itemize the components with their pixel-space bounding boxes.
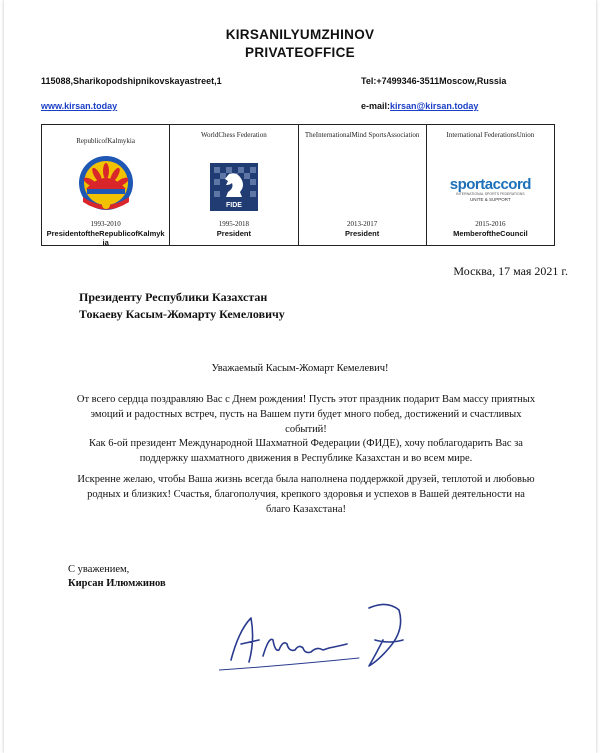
email-link[interactable]: kirsan@kirsan.today bbox=[390, 101, 479, 111]
handwritten-signature bbox=[219, 600, 419, 690]
position-role: President bbox=[216, 229, 251, 238]
position-org: International FederationsUnion bbox=[446, 131, 535, 139]
email-label: e-mail: bbox=[361, 101, 391, 111]
email-line bbox=[361, 101, 478, 111]
letter-paragraph-3: Искренне желаю, чтобы Ваша жизнь всегда была наполнена поддержкой друзей, теплотой и любовью родных и близких! Счастья, благополучия, крепкого здоровья и успехов в Вашей деятельности на благо Казахстана! bbox=[77, 474, 535, 515]
office-phone: Tel:+7499346-3511Moscow,Russia bbox=[361, 76, 507, 86]
signer-name: Кирсан Илюмжинов bbox=[68, 578, 166, 589]
letter-date: Москва, 17 мая 2021 г. bbox=[453, 264, 568, 278]
position-role: MemberoftheCouncil bbox=[453, 229, 528, 238]
position-org: WorldChess Federation bbox=[201, 131, 267, 139]
letter-paragraph-1: От всего сердца поздравляю Вас с Днем рождения! Пусть этот праздник подарит Вам массу приятных эмоций и радостных встреч, пусть на Вашем пути будет много побед, достижений и счастливых событий! bbox=[76, 394, 536, 435]
position-years: 1995-2018 bbox=[218, 220, 250, 228]
addressee-line-2: Токаеву Касым-Жомарту Кемеловичу bbox=[79, 307, 285, 321]
sportaccord-logo-sub: INTERNATIONAL SPORTS FEDERATIONS bbox=[456, 192, 525, 196]
position-org: RepublicofKalmykia bbox=[76, 137, 135, 145]
fide-logo-icon bbox=[210, 163, 258, 211]
position-years: 2013-2017 bbox=[346, 220, 378, 228]
position-role: President bbox=[345, 229, 380, 238]
sportaccord-logo-text: sportaccord bbox=[449, 176, 531, 193]
addressee-line-1: Президенту Республики Казахстан bbox=[79, 290, 268, 304]
position-cell-sportaccord bbox=[427, 125, 554, 245]
position-cell-kalmykia bbox=[42, 125, 170, 245]
fide-logo-text: FIDE bbox=[225, 202, 242, 209]
position-org: TheInternationalMind SportsAssociation bbox=[304, 131, 420, 139]
letter-page bbox=[4, 0, 596, 753]
closing-phrase: С уважением, bbox=[68, 564, 130, 575]
sportaccord-logo-tag: UNITE & SUPPORT bbox=[470, 197, 511, 202]
kalmykia-emblem-icon bbox=[77, 153, 135, 217]
position-cell-imsa bbox=[299, 125, 427, 245]
position-role: PresidentoftheRepublicofKalmykia bbox=[46, 229, 165, 247]
letter-paragraph-2: Как 6-ой президент Международной Шахматной Федерации (ФИДЕ), хочу поблагодарить Вас за поддержку шахматного движения в Республике Казахстан и во всем мире. bbox=[89, 438, 523, 464]
position-years: 2015-2016 bbox=[475, 220, 506, 228]
sportaccord-logo-icon bbox=[435, 177, 545, 203]
website-link[interactable]: www.kirsan.today bbox=[41, 101, 118, 111]
letterhead-name: KIRSANILYUMZHINOV bbox=[225, 27, 375, 42]
salutation: Уважаемый Касым-Жомарт Кемелевич! bbox=[211, 363, 389, 374]
position-years: 1993-2010 bbox=[90, 220, 121, 228]
positions-table bbox=[41, 124, 555, 246]
letterhead-office: PRIVATEOFFICE bbox=[245, 45, 355, 60]
office-address: 115088,Sharikopodshipnikovskayastreet,1 bbox=[41, 76, 222, 86]
position-cell-fide bbox=[170, 125, 298, 245]
